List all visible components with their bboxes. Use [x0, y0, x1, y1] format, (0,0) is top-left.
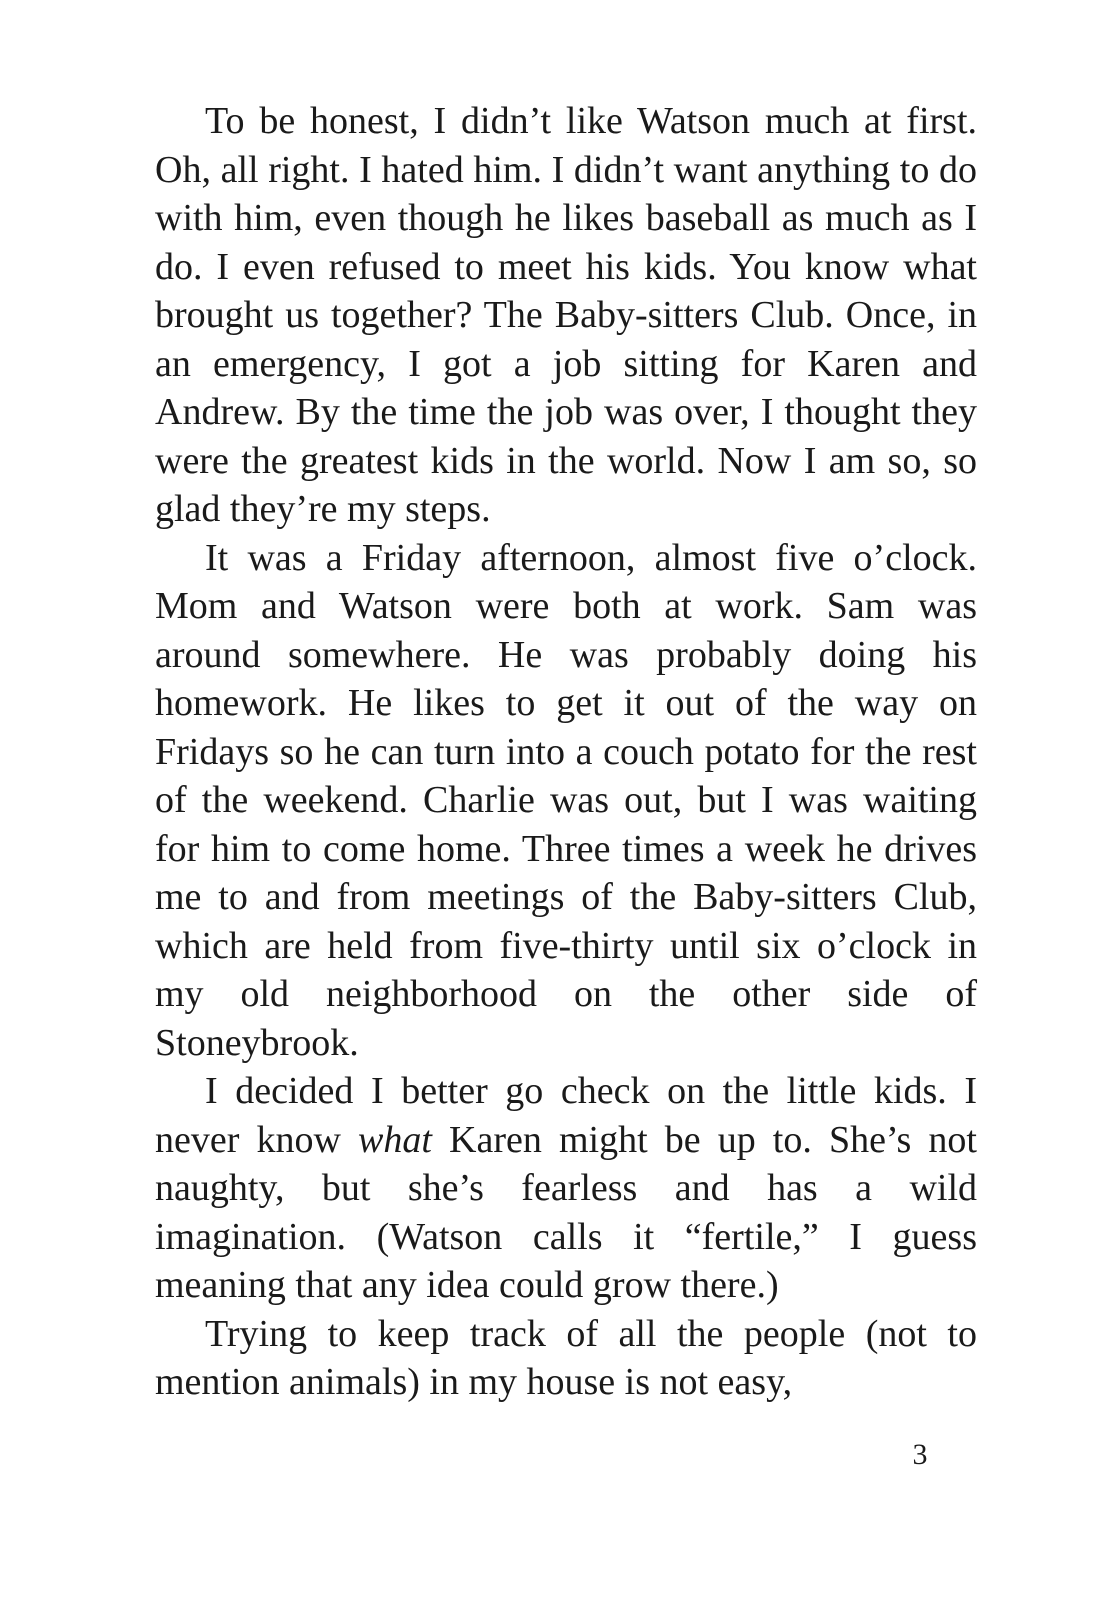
paragraph-1: To be honest, I didn’t like Watson much at first. Oh, all right. I hated him. I didn’t want anything to do with him, even though he likes baseball as much as I do. I even refused to meet his kids. You know what brought us together? The Baby-sitters Club. Once, in an emergency, I got a job sitting for Karen and Andrew. By the time the job was over, I thought they were the greatest kids in the world. Now I am so, so glad they’re my steps.	[155, 100, 977, 530]
body-text	[155, 97, 977, 1407]
italic-word: what	[358, 1118, 432, 1161]
paragraph-3-after: Karen might be up to. She’s not naughty, but she’s fearless and has a wild imagination. (Watson calls it “fertile,” I guess meaning that any idea could grow there.)	[155, 1118, 977, 1306]
paragraph-3-before: I decided I better go check on the little kids. I never know	[155, 1070, 977, 1161]
paragraph-3	[155, 1067, 977, 1310]
paragraph-4: Trying to keep track of all the people (not to mention animals) in my house is not easy,	[155, 1312, 977, 1403]
page-number: 3	[912, 1438, 928, 1471]
paragraph-2: It was a Friday afternoon, almost five o’clock. Mom and Watson were both at work. Sam was around somewhere. He was probably doing his homework. He likes to get it out of the way on Fridays so he can turn into a couch potato for the rest of the weekend. Charlie was out, but I was waiting for him to come home. Three times a week he drives me to and from meetings of the Baby-sitters Club, which are held from five-thirty until six o’clock in my old neighborhood on the other side of Stoneybrook.	[155, 536, 977, 1064]
